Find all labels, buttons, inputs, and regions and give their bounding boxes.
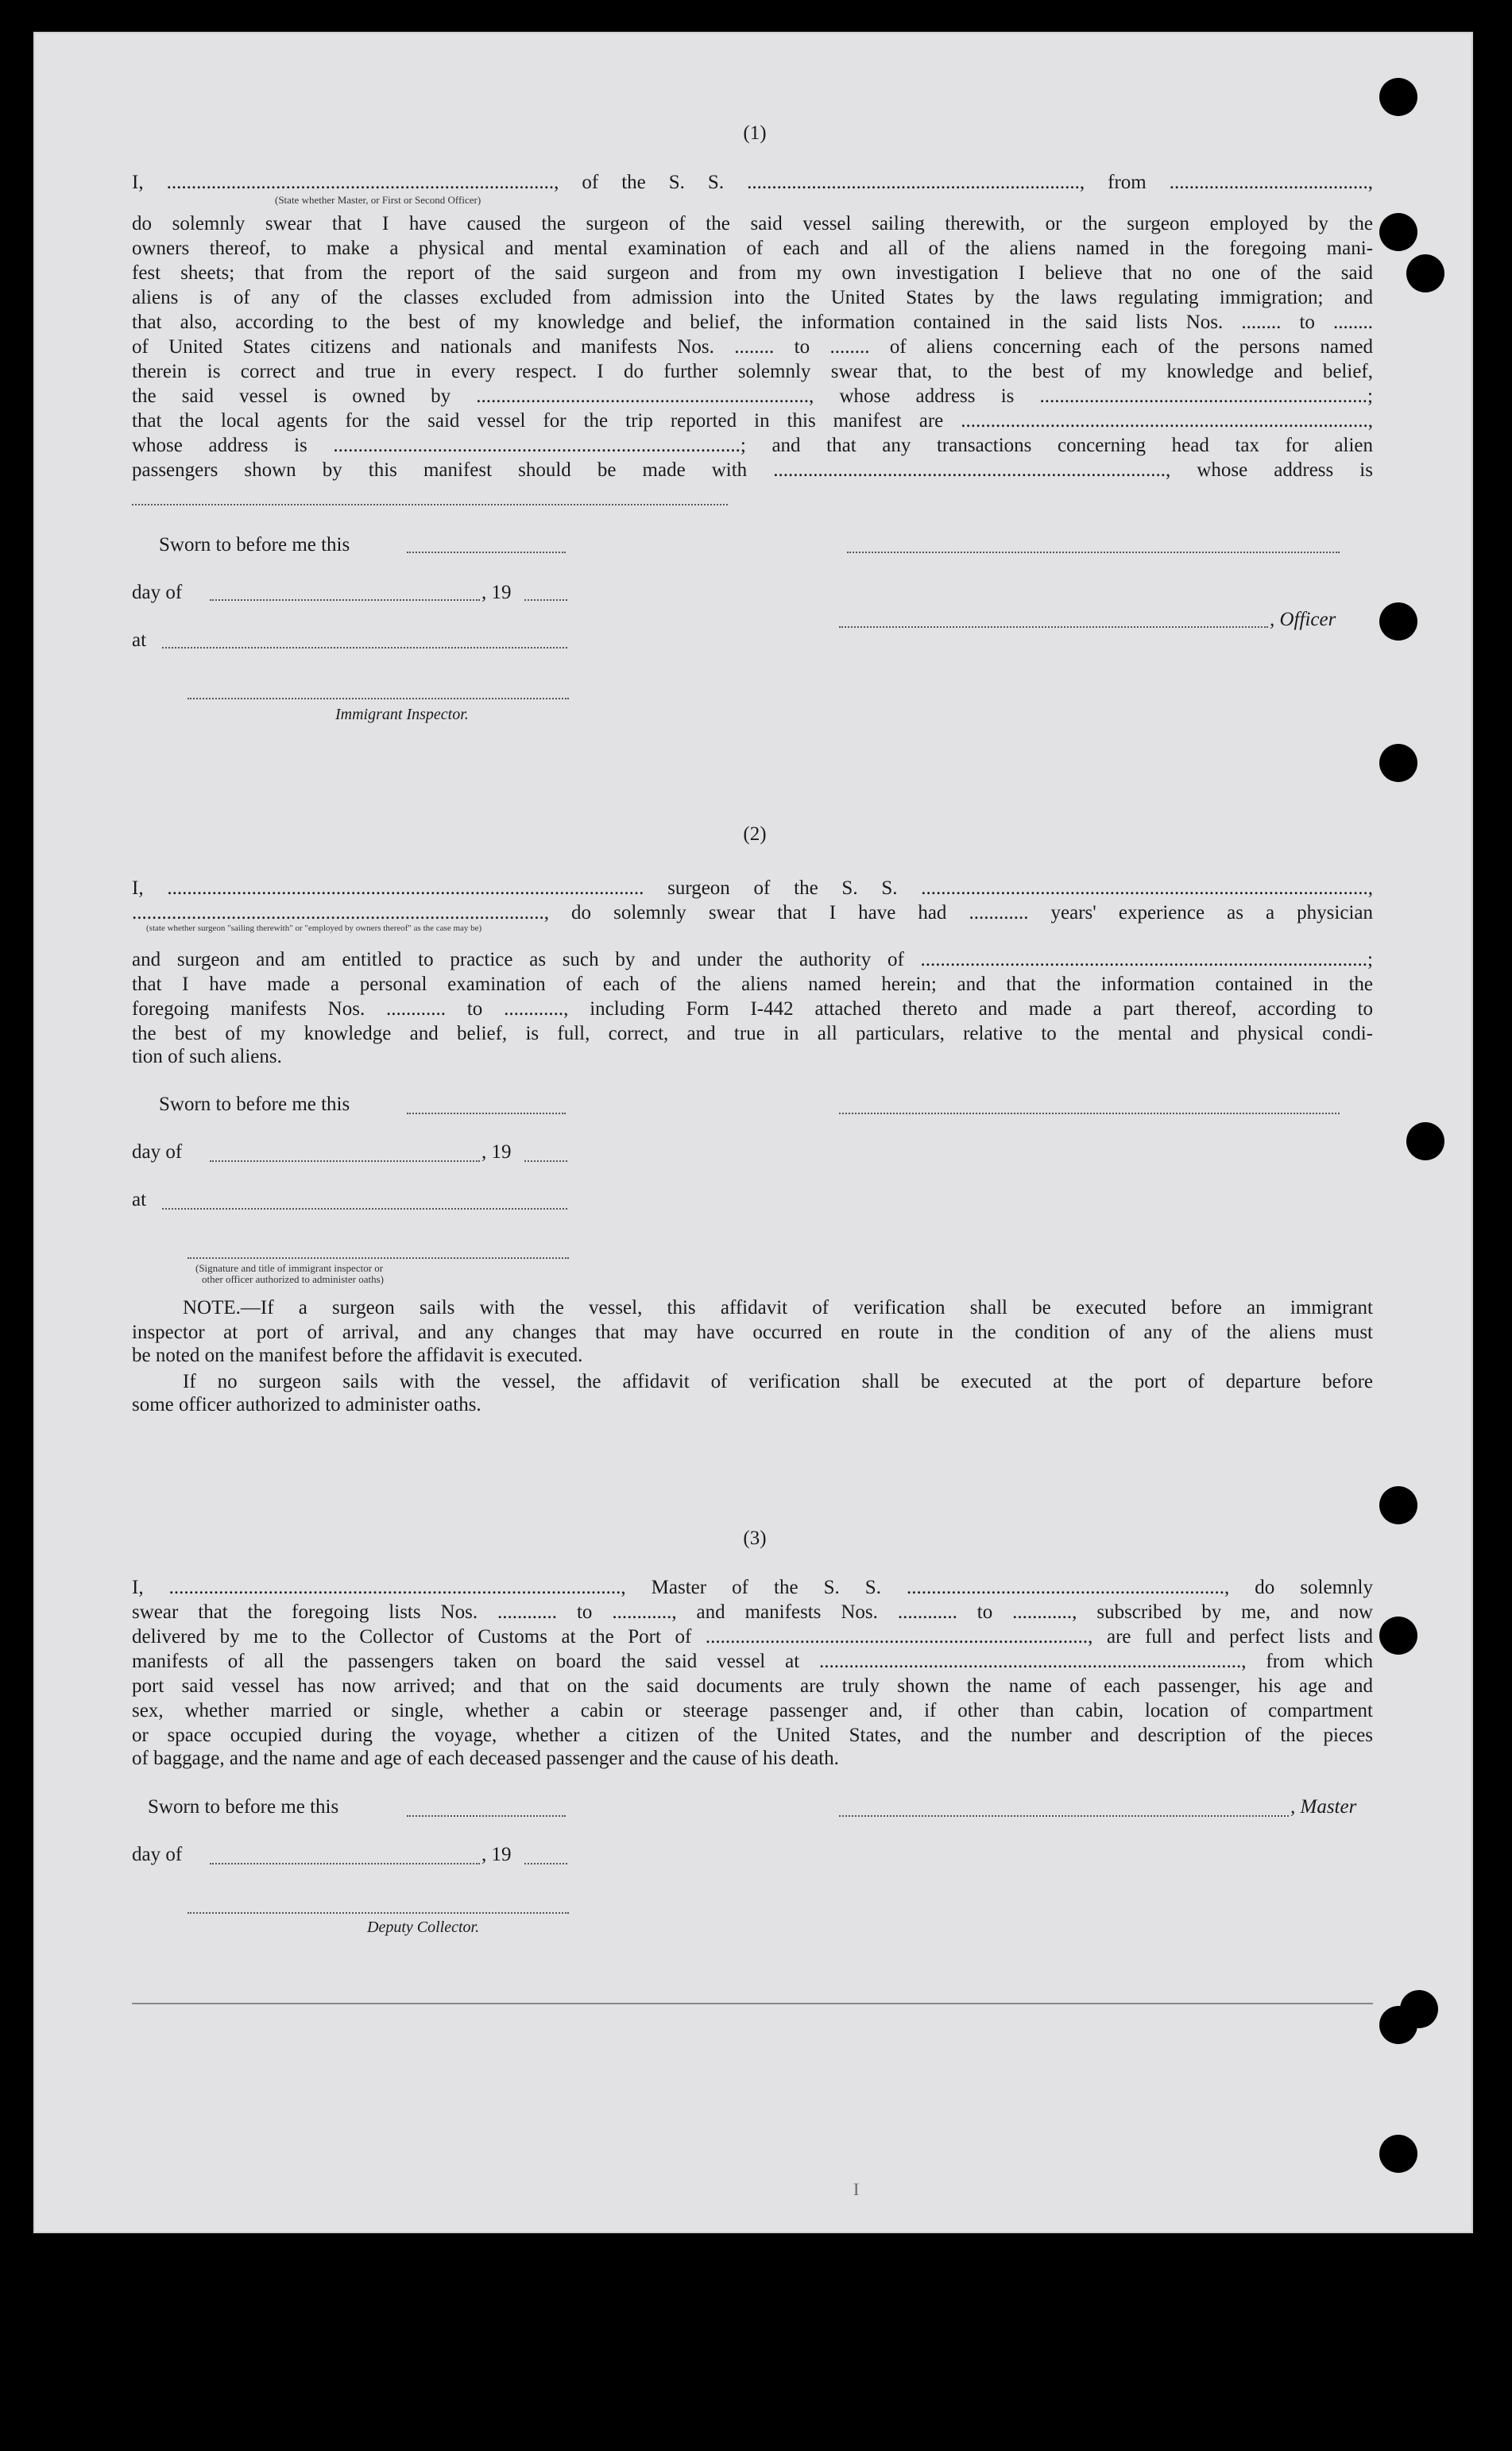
section-2-line: ..................................................................................., do solemnly swear that I have had ............ years' experience as a physician (132, 902, 1373, 923)
master-signature-blank[interactable] (839, 1815, 1289, 1817)
section-1-line: therein is correct and true in every respect. I do further solemnly swear that, to the best of my knowledge and belief, (132, 361, 1373, 382)
surgeon-note: (state whether surgeon "sailing therewith" or "employed by owners thereof" as the case may be) (146, 923, 482, 933)
address-blank[interactable] (132, 504, 728, 505)
officer-name-blank[interactable] (839, 626, 1268, 628)
year-blank[interactable] (524, 1863, 567, 1864)
sworn-label: Sworn to before me this (148, 1796, 339, 1818)
place-blank[interactable] (162, 1208, 567, 1210)
punch-hole (1406, 1122, 1444, 1160)
punch-hole (1379, 2006, 1417, 2044)
signature-note: other officer authorized to administer oaths) (202, 1273, 384, 1285)
note-line: NOTE.—If a surgeon sails with the vessel, this affidavit of verification shall be executed before an immigrant (183, 1297, 1373, 1318)
section-3-line: port said vessel has now arrived; and that on the said documents are truly shown the name of each passenger, his age and (132, 1675, 1373, 1697)
at-label: at (132, 629, 147, 651)
punch-hole (1379, 2135, 1417, 2173)
section-1-line: that also, according to the best of my knowledge and belief, the information contained in the said lists Nos. ........ to ........ (132, 312, 1373, 333)
day-of-label: day of (132, 1141, 183, 1163)
year-blank[interactable] (524, 1160, 567, 1162)
month-blank[interactable] (210, 599, 480, 601)
section-3-line: manifests of all the passengers taken on board the said vessel at ....................................................................................., from which (132, 1651, 1373, 1672)
year-label: , 19 (481, 1844, 512, 1865)
section-1-line: fest sheets; that from the report of the said surgeon and from my own investigation I believe that no one of the said (132, 262, 1373, 284)
section-1-line: do solemnly swear that I have caused the surgeon of the said vessel sailing therewith, or the surgeon employed by the (132, 213, 1373, 234)
year-label: , 19 (481, 582, 512, 603)
inspector-label: Immigrant Inspector. (335, 706, 469, 723)
footer-mark: I (853, 2179, 860, 2199)
day-of-label: day of (132, 582, 183, 603)
section-2-line: I, ................................................................................................ surgeon of the S. S. .........................................................................................., (132, 877, 1373, 899)
inspector-signature-blank[interactable] (188, 698, 569, 699)
section-3-line: delivered by me to the Collector of Customs at the Port of ............................................................................., are full and perfect lists and (132, 1626, 1373, 1648)
section-1-line: passengers shown by this manifest should be made with ..............................................................................., whose address is (132, 459, 1373, 481)
month-blank[interactable] (210, 1863, 480, 1864)
section-1-heading: (1) (743, 122, 767, 144)
collector-label: Deputy Collector. (367, 1919, 480, 1936)
manifest-page (33, 32, 1473, 2233)
section-2-line: tion of such aliens. (132, 1046, 282, 1067)
punch-hole (1379, 744, 1417, 782)
note-line: be noted on the manifest before the affidavit is executed. (132, 1345, 583, 1366)
section-3-line: or space occupied during the voyage, whether a citizen of the United States, and the number and description of the pieces (132, 1725, 1373, 1746)
section-2-line: that I have made a personal examination of each of the aliens named herein; and that the information contained in the (132, 974, 1373, 995)
inspector-signature-blank[interactable] (188, 1257, 569, 1259)
section-2-line: and surgeon and am entitled to practice as such by and under the authority of ..........................................................................................; (132, 949, 1373, 970)
section-3-line: swear that the foregoing lists Nos. ............ to ............, and manifests Nos. ............ to ............, subscribed by me, and now (132, 1601, 1373, 1623)
officer-signature-blank[interactable] (847, 552, 1340, 553)
section-1-line: owners thereof, to make a physical and mental examination of each and all of the aliens named in the foregoing mani- (132, 238, 1373, 259)
section-1-line: I, .............................................................................., of the S. S. ..................................................................., from ........................................, (132, 172, 1373, 193)
punch-hole (1379, 1617, 1417, 1655)
master-label: , Master (1290, 1796, 1357, 1818)
surgeon-signature-blank[interactable] (839, 1113, 1340, 1114)
section-1-line: aliens is of any of the classes excluded from admission into the United States by the laws regulating immigration; and (132, 287, 1373, 308)
section-3-line: sex, whether married or single, whether a cabin or steerage passenger and, if other than cabin, location of compartment (132, 1700, 1373, 1721)
note-line: inspector at port of arrival, and any changes that may have occurred en route in the condition of any of the aliens must (132, 1322, 1373, 1343)
collector-signature-blank[interactable] (188, 1912, 569, 1914)
punch-hole (1379, 78, 1417, 116)
officer-note: (State whether Master, or First or Second Officer) (275, 194, 481, 206)
note-line: some officer authorized to administer oaths. (132, 1394, 481, 1415)
section-2-heading: (2) (743, 823, 767, 845)
place-blank[interactable] (162, 647, 567, 649)
section-3-line: I, ..........................................................................................., Master of the S. S. ................................................................, do solemnly (132, 1577, 1373, 1598)
section-2-line: the best of my knowledge and belief, is full, correct, and true in all particulars, relative to the mental and physical condi- (132, 1023, 1373, 1044)
sworn-label: Sworn to before me this (159, 534, 350, 556)
section-3-line: of baggage, and the name and age of each deceased passenger and the cause of his death. (132, 1748, 839, 1769)
day-of-label: day of (132, 1844, 183, 1865)
officer-label: , Officer (1270, 609, 1336, 630)
section-1-line: of United States citizens and nationals and manifests Nos. ........ to ........ of aliens concerning each of the persons named (132, 336, 1373, 358)
section-3-heading: (3) (743, 1528, 767, 1549)
punch-hole (1379, 602, 1417, 641)
sworn-day-blank[interactable] (407, 1815, 566, 1817)
section-1-line: whose address is ..................................................................................; and that any transactions concerning head tax for alien (132, 435, 1373, 456)
punch-hole (1406, 254, 1444, 292)
section-1-line: the said vessel is owned by ..................................................................., whose address is ..................................................................; (132, 385, 1373, 407)
section-1-line: that the local agents for the said vessel for the trip reported in this manifest are .................................................................................., (132, 410, 1373, 432)
at-label: at (132, 1189, 147, 1210)
sworn-day-blank[interactable] (407, 552, 566, 553)
punch-hole (1379, 1486, 1417, 1524)
note-line: If no surgeon sails with the vessel, the affidavit of verification shall be executed at the port of departure before (183, 1371, 1373, 1392)
sworn-label: Sworn to before me this (159, 1094, 350, 1115)
year-label: , 19 (481, 1141, 512, 1163)
sworn-day-blank[interactable] (407, 1113, 566, 1114)
bottom-rule (132, 2003, 1373, 2004)
month-blank[interactable] (210, 1160, 480, 1162)
year-blank[interactable] (524, 599, 567, 601)
signature-note: (Signature and title of immigrant inspector or (195, 1262, 384, 1274)
section-2-line: foregoing manifests Nos. ............ to ............, including Form I-442 attached thereto and made a part thereof, according to (132, 998, 1373, 1020)
punch-hole (1379, 213, 1417, 251)
